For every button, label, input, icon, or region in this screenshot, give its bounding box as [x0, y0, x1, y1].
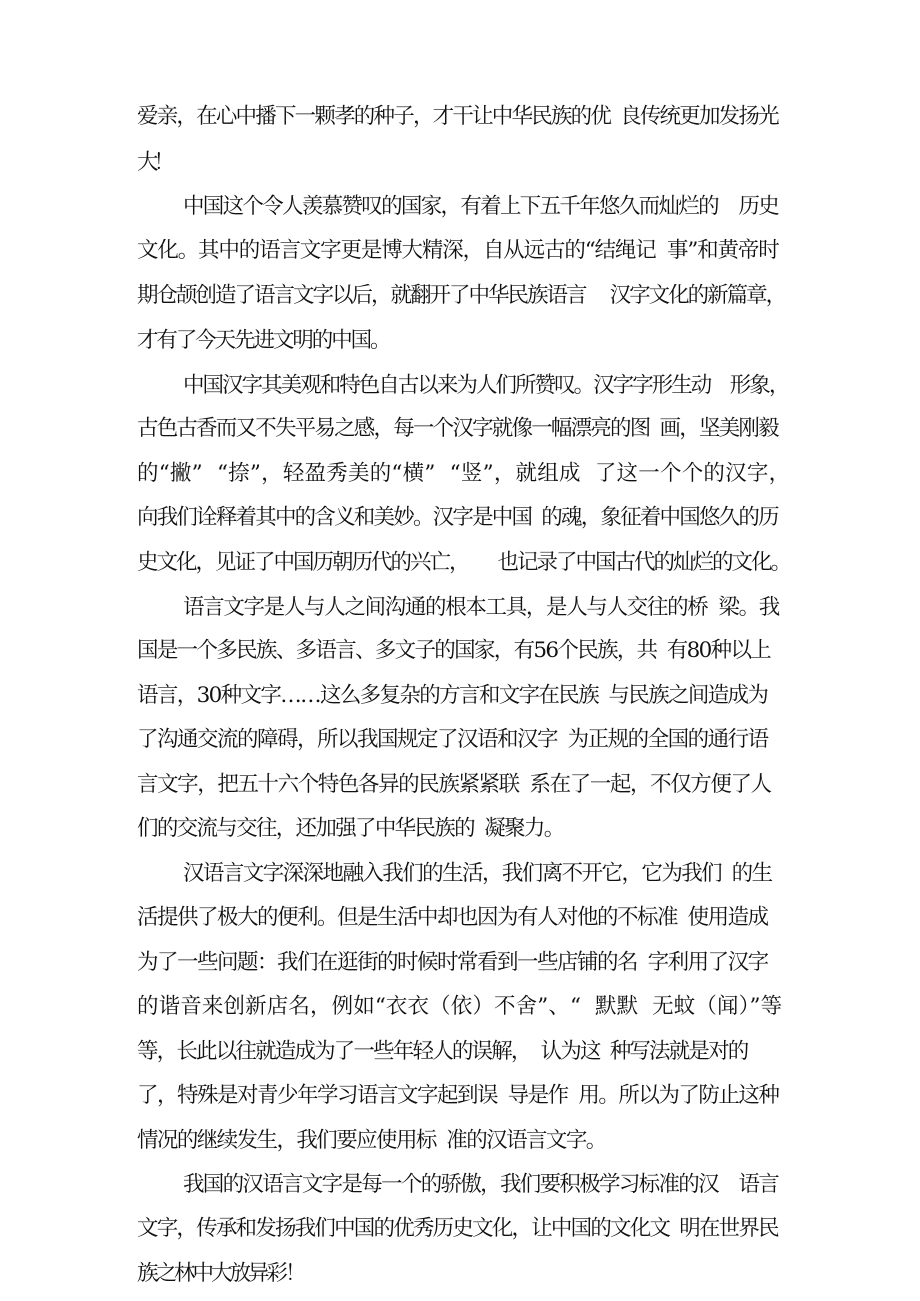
text-line: 的“撇” “捺”，轻盈秀美的“横” “竖”，就组成 了这一个个的汉字，: [137, 461, 791, 486]
text-line: 为了一些问题：我们在逛街的时候时常看到一些店铺的名 字利用了汉字: [137, 950, 768, 975]
text-line: 语言，30种文字……这么多复杂的方言和文字在民族 与民族之间造成为: [137, 683, 768, 708]
text-line: 期仓颉创造了语言文字以后，就翻开了中华民族语言 汉字文化的新篇章，: [137, 283, 786, 308]
text-line: 我国的汉语言文字是每一个的骄傲，我们要积极学习标准的汉 语言: [183, 1172, 779, 1197]
text-line: 文字，传承和发扬我们中国的优秀历史文化，让中国的文化文 明在世界民: [137, 1216, 778, 1241]
text-line: 等，长此以往就造成为了一些年轻人的误解， 认为这 种写法就是对的: [137, 1039, 748, 1064]
text-line: 的谐音来创新店名，例如“衣衣（依）不舍”、“ 默默 无蚊（闻）”等: [137, 994, 783, 1019]
text-line: 爱亲，在心中播下一颗孝的种子，才干让中华民族的优 良传统更加发扬光: [137, 104, 778, 129]
text-line: 情况的继续发生，我们要应使用标 准的汉语言文字。: [137, 1128, 606, 1153]
text-line: 古色古香而又不失平易之感，每一个汉字就像一幅漂亮的图 画，坚美刚毅: [137, 416, 778, 441]
text-line: 国是一个多民族、多语言、多文子的国家，有56个民族，共 有80种以上: [137, 638, 771, 663]
text-line: 文化。其中的语言文字更是博大精深，自从远古的“结绳记 事”和黄帝时: [137, 238, 779, 263]
text-line: 中国汉字其美观和特色自古以来为人们所赞叹。汉字字形生动 形象，: [183, 373, 789, 398]
text-line: 族之林中大放异彩！: [137, 1261, 304, 1286]
text-line: 活提供了极大的便利。但是生活中却也因为有人对他的不标准 使用造成: [137, 905, 768, 930]
text-line: 向我们诠释着其中的含义和美妙。汉字是中国 的魂，象征着中国悠久的历: [137, 505, 778, 530]
text-line: 们的交流与交往，还加强了中华民族的 凝聚力。: [137, 816, 564, 841]
text-line: 中国这个令人羡慕赞叹的国家，有着上下五千年悠久而灿烂的 历史: [183, 194, 779, 219]
text-line: 语言文字是人与人之间沟通的根本工具，是人与人交往的桥 梁。我: [183, 595, 779, 620]
text-line: 了沟通交流的障碍，所以我国规定了汉语和汉字 为正规的全国的通行语: [137, 727, 768, 752]
text-line: 才有了今天先进文明的中国。: [137, 328, 390, 353]
text-line: 大！: [137, 150, 171, 175]
text-line: 了，特殊是对青少年学习语言文字起到误 导是作 用。所以为了防止这种: [137, 1083, 779, 1108]
text-line: 史文化，见证了中国历朝历代的兴亡， 也记录了中国古代的灿烂的文化。: [137, 550, 791, 575]
text-line: 言文字，把五十六个特色各异的民族紧紧联 系在了一起，不仅方便了人: [137, 772, 771, 797]
text-line: 汉语言文字深深地融入我们的生活，我们离不开它，它为我们 的生: [183, 861, 772, 886]
